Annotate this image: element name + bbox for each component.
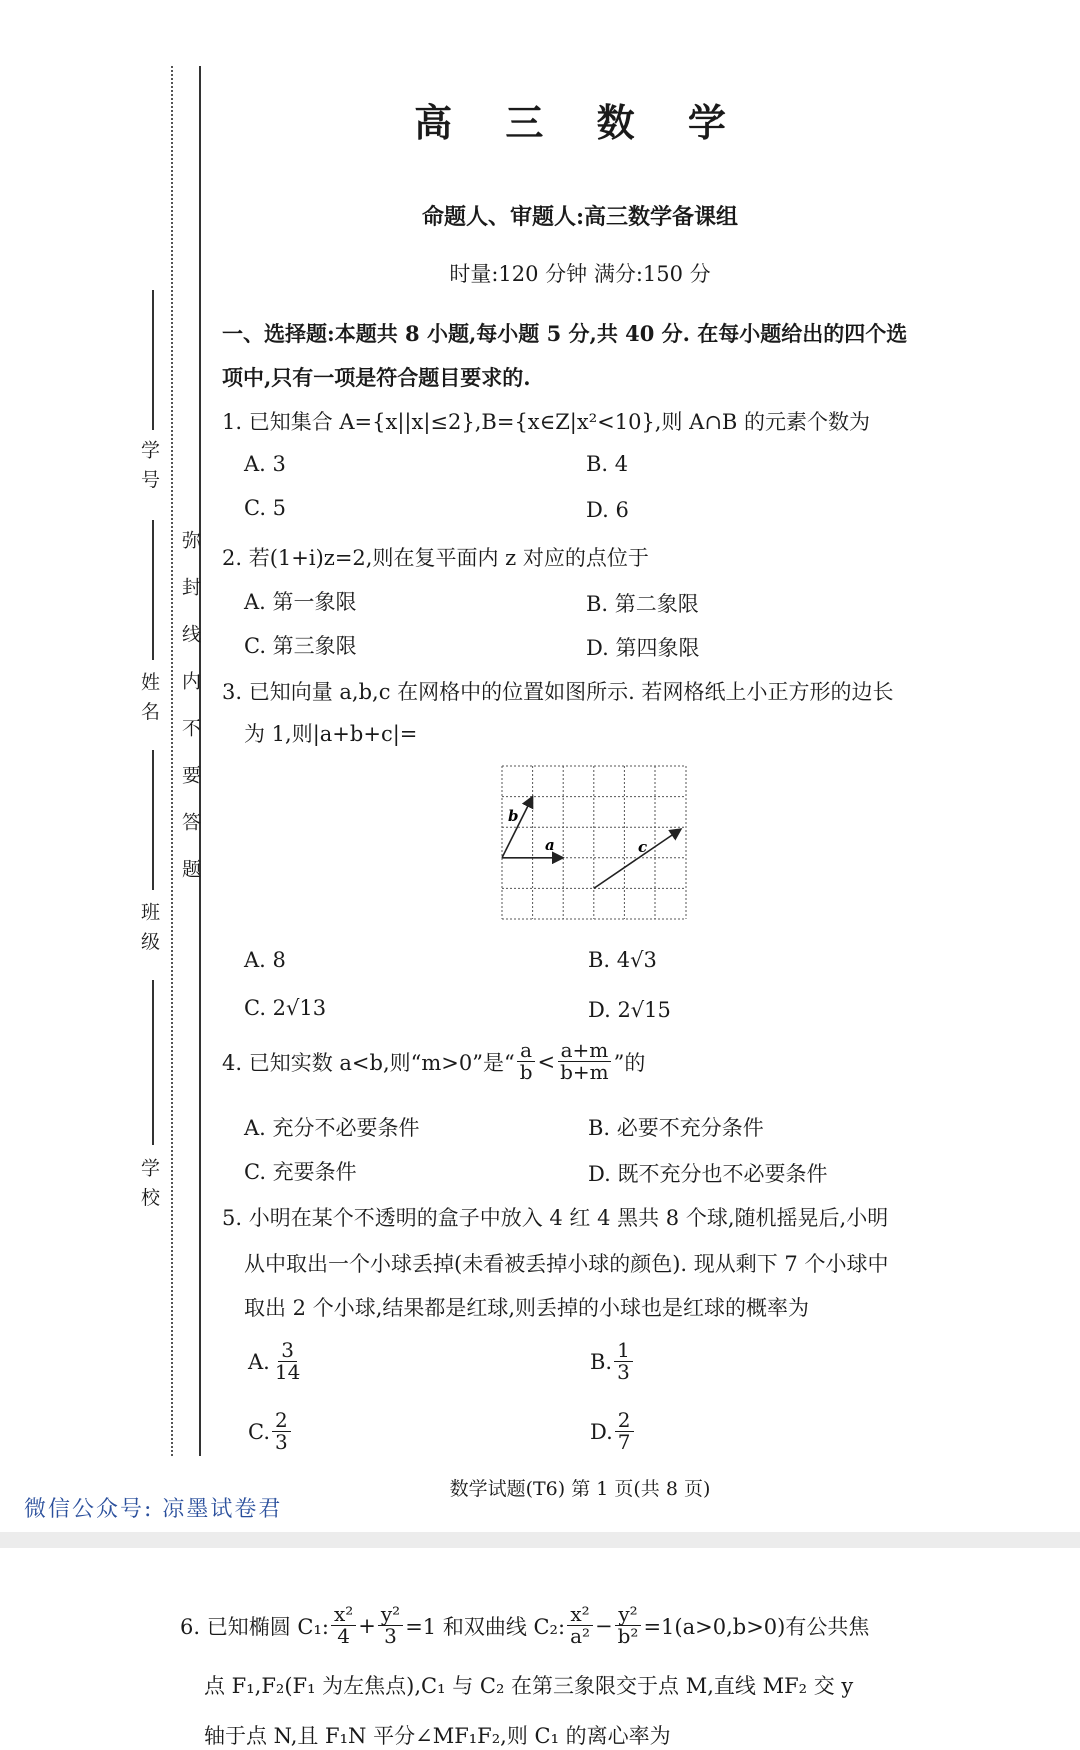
q1-option-b: B. 4	[586, 452, 629, 476]
q4-stem	[222, 1040, 645, 1083]
q6-line1	[180, 1604, 869, 1647]
section1-line2: 项中,只有一项是符合题目要求的.	[222, 365, 531, 390]
q5-b-denominator: 3	[617, 1360, 630, 1384]
q5-c-denominator: 3	[275, 1430, 288, 1454]
q5-a-label: A.	[248, 1349, 270, 1374]
banji-blank	[152, 750, 154, 890]
q5-option-d	[590, 1410, 636, 1453]
time-info: 时量:120 分钟 满分:150 分	[449, 262, 711, 286]
q5-a-denominator: 14	[274, 1360, 301, 1384]
page-title: 高 三 数 学	[414, 100, 746, 145]
q5-line3: 取出 2 个小球,结果都是红球,则丢掉的小球也是红球的概率为	[244, 1296, 810, 1320]
q6-f2-denominator: 3	[384, 1624, 397, 1648]
q3-option-b: B. 4√3	[588, 948, 657, 972]
q6-line2: 点 F₁,F₂(F₁ 为左焦点),C₁ 与 C₂ 在第三象限交于点 M,直线 MF₂ 交 y	[204, 1674, 854, 1698]
q5-d-label: D.	[590, 1419, 613, 1444]
q1-stem: 1. 已知集合 A={x||x|≤2},B={x∈Z|x²<10},则 A∩B 的元素个数为	[222, 410, 871, 434]
q5-line2: 从中取出一个小球丢掉(未看被丢掉小球的颜色). 现从剩下 7 个小球中	[244, 1252, 889, 1276]
xuehao-label: 学 号	[138, 440, 160, 491]
q5-option-a	[248, 1340, 305, 1383]
q1-option-c: C. 5	[244, 496, 287, 520]
q5-a-numerator: 3	[278, 1340, 297, 1362]
q6-post: =1(a>0,b>0)有公共焦	[643, 1614, 870, 1639]
q4-f2-numerator: a+m	[558, 1040, 612, 1062]
q6-f2-numerator: y²	[378, 1604, 403, 1626]
wechat-watermark: 微信公众号: 凉墨试卷君	[24, 1497, 283, 1522]
q2-stem: 2. 若(1+i)z=2,则在复平面内 z 对应的点位于	[222, 546, 649, 570]
q5-option-b	[590, 1340, 635, 1383]
q2-option-a: A. 第一象限	[244, 590, 357, 614]
xingming-label: 姓 名	[138, 672, 160, 723]
q4-fraction-am-over-bm	[557, 1040, 612, 1083]
q5-c-label: C.	[248, 1419, 270, 1444]
xuexiao-blank	[152, 980, 154, 1145]
q4-f1-numerator: a	[517, 1040, 535, 1062]
q4-fraction-a-over-b	[517, 1040, 536, 1083]
vector-grid-figure	[498, 762, 688, 922]
q5-option-c	[248, 1410, 293, 1453]
q3-stem-line1: 3. 已知向量 a,b,c 在网格中的位置如图所示. 若网格纸上小正方形的边长	[222, 680, 894, 704]
exam-page-2	[0, 1548, 1080, 1748]
q6-f3-denominator: a²	[570, 1624, 591, 1648]
banji-label: 班 级	[138, 902, 160, 953]
q3-option-d: D. 2√15	[588, 998, 671, 1022]
q6-mid: =1 和双曲线 C₂:	[405, 1614, 566, 1639]
q4-less-than: <	[537, 1049, 556, 1074]
vector-a-label: a	[545, 836, 555, 854]
seal-notice: 弥封线内不要答题	[179, 530, 201, 906]
vector-b-label: b	[508, 807, 519, 825]
author-line: 命题人、审题人:高三数学备课组	[421, 204, 739, 230]
q5-b-label: B.	[590, 1349, 613, 1374]
q4-option-c: C. 充要条件	[244, 1160, 357, 1184]
q6-line3: 轴于点 N,且 F₁N 平分∠MF₁F₂,则 C₁ 的离心率为	[204, 1724, 671, 1748]
q6-f4-numerator: y²	[615, 1604, 640, 1626]
q2-option-c: C. 第三象限	[244, 634, 357, 658]
q2-option-b: B. 第二象限	[586, 592, 699, 616]
q3-option-c: C. 2√13	[244, 996, 327, 1020]
page-footer: 数学试题(T6) 第 1 页(共 8 页)	[449, 1478, 711, 1500]
q5-d-denominator: 7	[617, 1430, 631, 1454]
q4-option-b: B. 必要不充分条件	[588, 1116, 764, 1140]
q6-f3-numerator: x²	[567, 1604, 592, 1626]
q6-plus: +	[358, 1613, 376, 1638]
q3-option-a: A. 8	[244, 948, 286, 972]
q4-option-d: D. 既不充分也不必要条件	[588, 1162, 828, 1186]
section1-line1: 一、选择题:本题共 8 小题,每小题 5 分,共 40 分. 在每小题给出的四个选	[222, 321, 908, 346]
q6-f4-denominator: b²	[617, 1624, 639, 1648]
xuehao-blank	[152, 290, 154, 430]
q1-option-d: D. 6	[586, 498, 629, 522]
q5-d-numerator: 2	[615, 1410, 634, 1432]
q2-option-d: D. 第四象限	[586, 636, 700, 660]
q6-f1-numerator: x²	[331, 1604, 356, 1626]
page-separator	[0, 1532, 1080, 1548]
xuexiao-label: 学 校	[138, 1158, 160, 1209]
q3-stem-line2: 为 1,则|a+b+c|=	[244, 722, 418, 746]
q4-stem-post: ”的	[613, 1050, 646, 1075]
q6-f1-denominator: 4	[337, 1624, 350, 1648]
q5-b-numerator: 1	[614, 1340, 633, 1362]
xingming-blank	[152, 520, 154, 660]
q4-f2-denominator: b+m	[560, 1060, 609, 1084]
q5-line1: 5. 小明在某个不透明的盒子中放入 4 红 4 黑共 8 个球,随机摇晃后,小明	[222, 1206, 889, 1230]
q4-option-a: A. 充分不必要条件	[244, 1116, 420, 1140]
q6-pre: 6. 已知椭圆 C₁:	[180, 1614, 329, 1639]
q4-f1-denominator: b	[519, 1060, 533, 1084]
q4-stem-pre: 4. 已知实数 a<b,则“m>0”是“	[222, 1050, 515, 1075]
vector-c-label: c	[638, 838, 648, 856]
q5-c-numerator: 2	[272, 1410, 291, 1432]
q6-minus: −	[595, 1613, 613, 1638]
q1-option-a: A. 3	[244, 452, 286, 476]
